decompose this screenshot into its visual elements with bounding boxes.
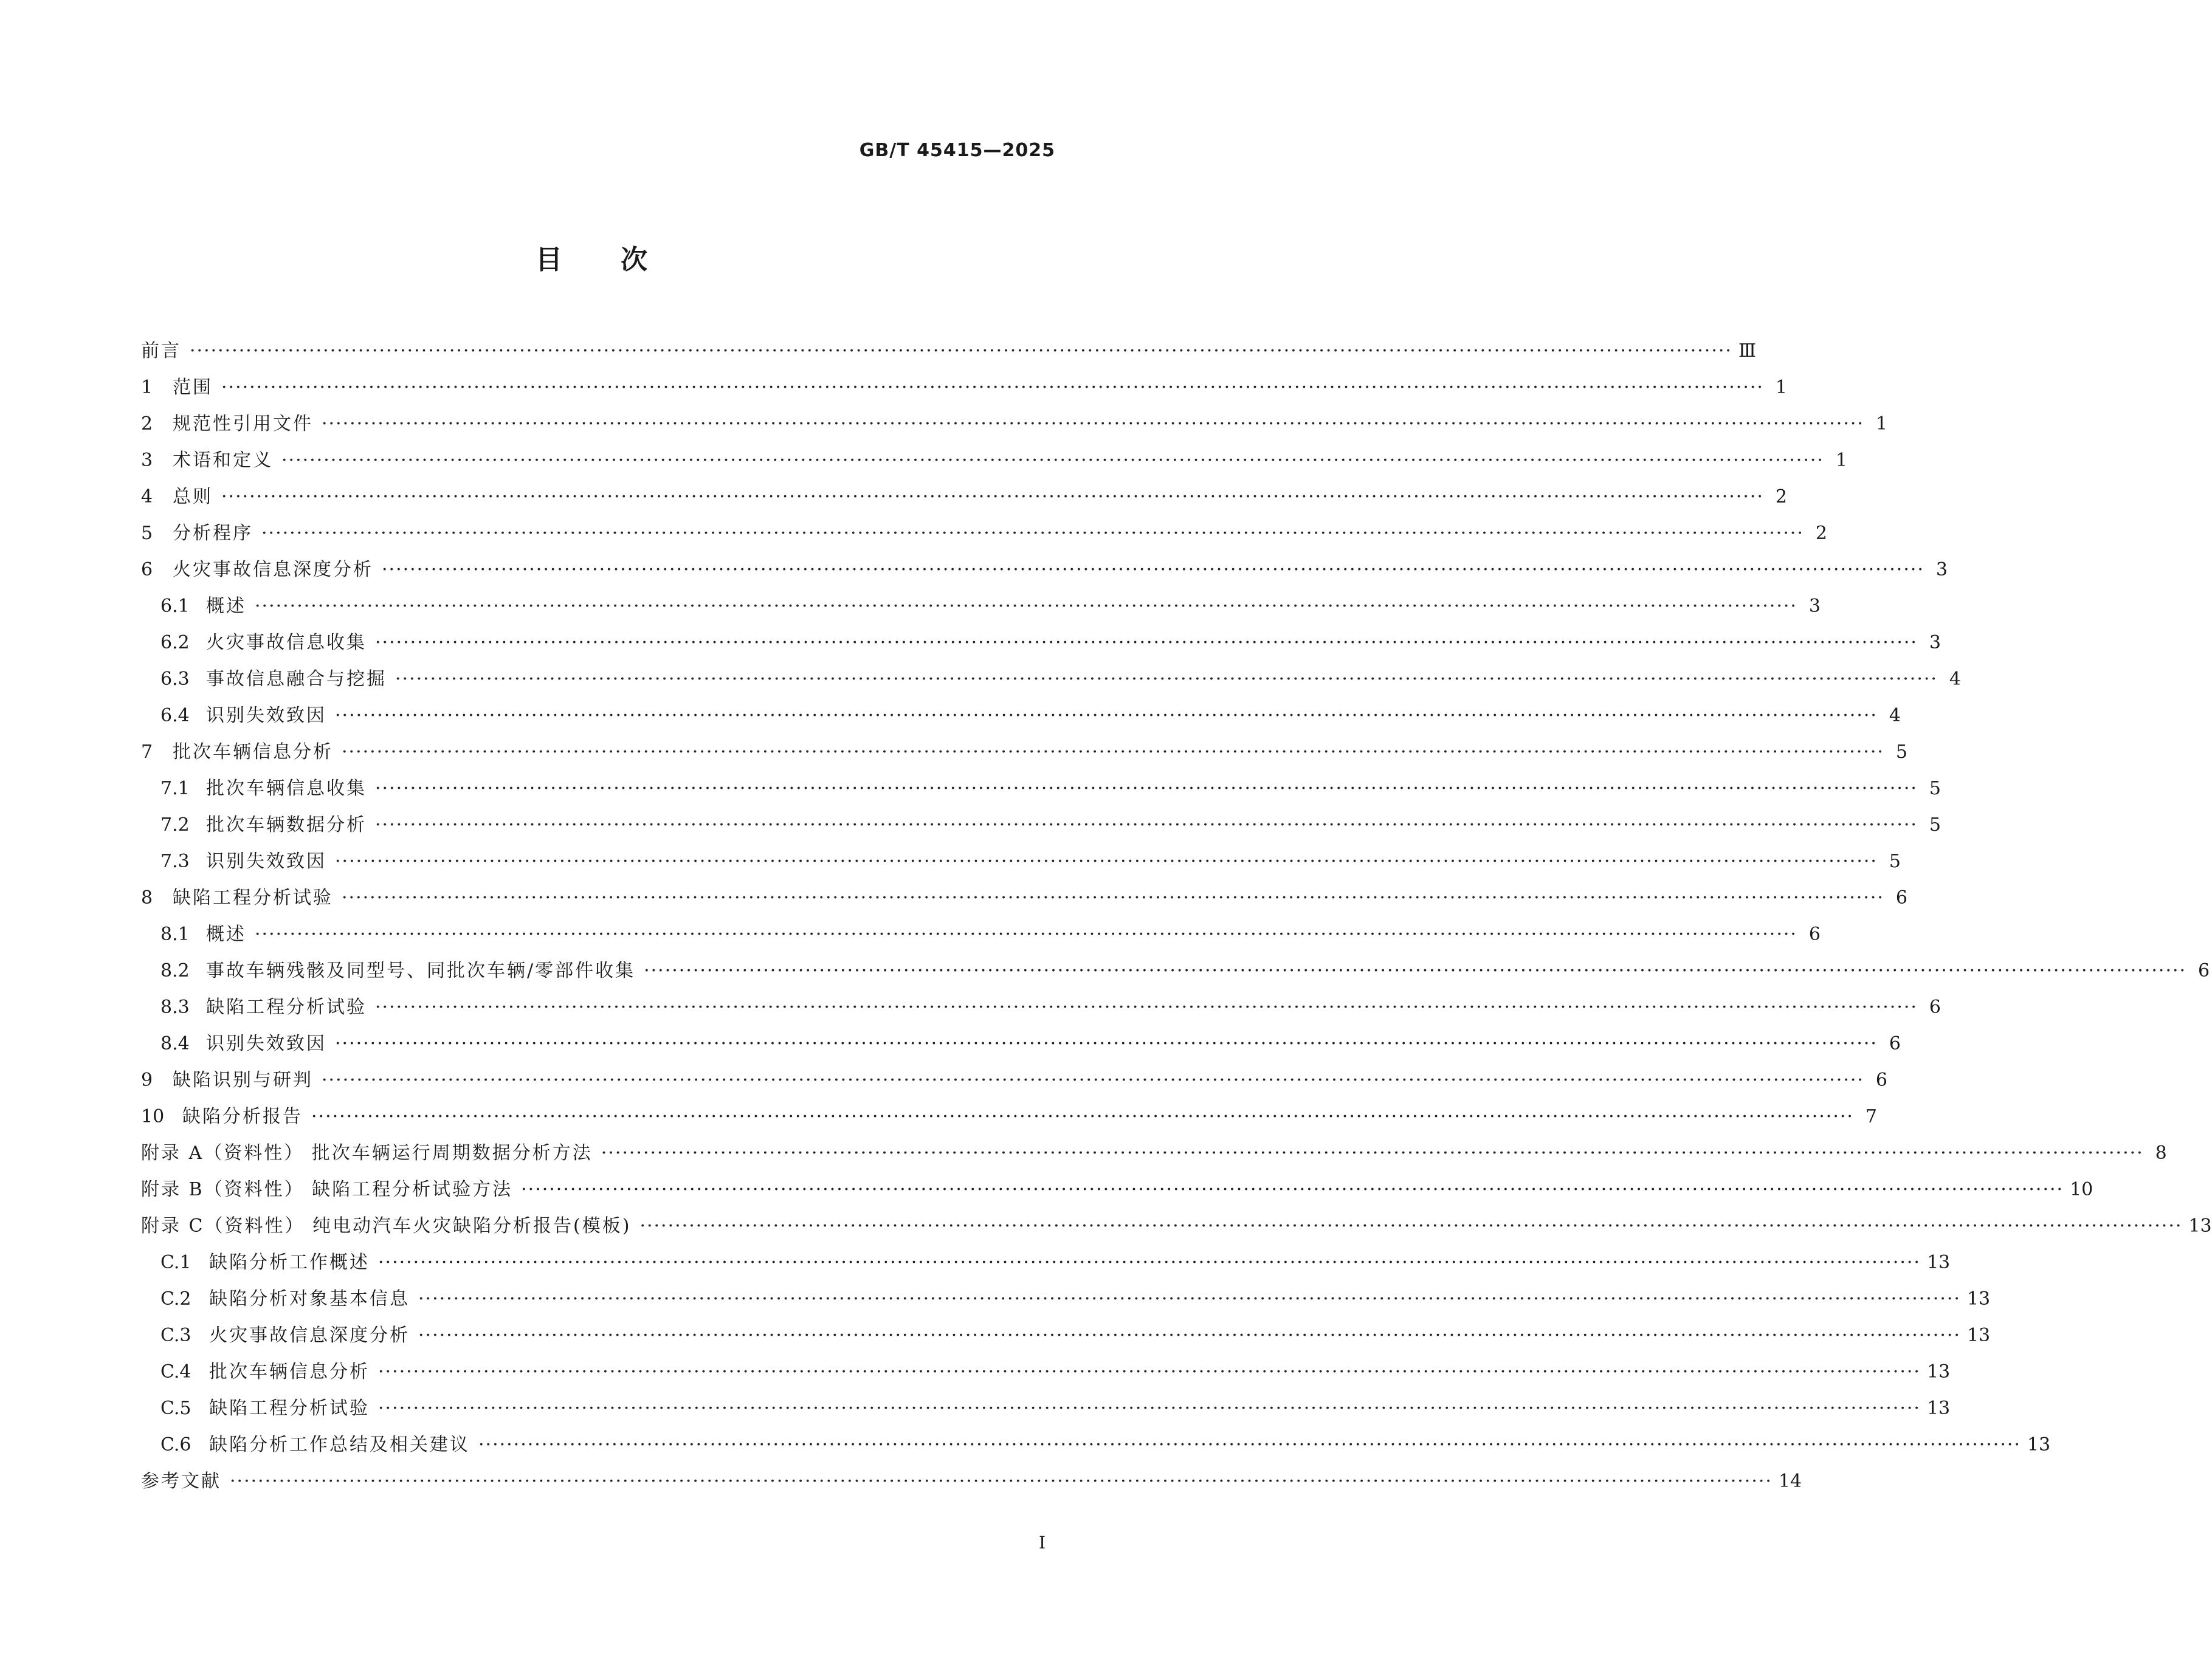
- toc-dot-leader: ····························································································································································································································: [639, 1215, 2183, 1237]
- toc-dot-leader: ····························································································································································································································: [378, 1252, 1921, 1273]
- toc-dot-leader: ····························································································································································································································: [335, 705, 1878, 726]
- toc-dot-leader: ····························································································································································································································: [418, 1325, 1961, 1346]
- toc-entry-label: 总则: [173, 486, 213, 507]
- title-part-1: 目: [536, 244, 562, 275]
- toc-entry[interactable]: [141, 953, 2210, 989]
- toc-entry-label: 前言: [141, 340, 181, 362]
- toc-entry-label: 术语和定义: [173, 450, 273, 471]
- toc-entry[interactable]: [141, 479, 1787, 515]
- toc-entry-label: 缺陷识别与研判: [173, 1070, 313, 1091]
- toc-entry-page: 13: [2027, 1434, 2051, 1455]
- toc-entry-number: C.6: [160, 1434, 191, 1455]
- toc-entry[interactable]: [141, 1317, 1991, 1354]
- toc-entry[interactable]: [141, 406, 1887, 442]
- toc-entry-page: 4: [1949, 668, 1961, 690]
- toc-entry-page: 2: [1815, 523, 1827, 544]
- toc-entry[interactable]: [141, 1245, 1951, 1281]
- toc-entry-page: 10: [2070, 1179, 2093, 1200]
- toc-entry-page: 6: [1889, 1033, 1901, 1054]
- toc-entry-number: 7.1: [160, 778, 190, 799]
- toc-entry-number: 4: [141, 486, 153, 507]
- toc-entry-label: 事故信息融合与挖掘: [206, 668, 387, 690]
- toc-entry[interactable]: [141, 1427, 2051, 1463]
- toc-entry-page: 5: [1895, 741, 1907, 763]
- toc-entry-page: 5: [1929, 814, 1941, 836]
- toc-entry[interactable]: [141, 1099, 1877, 1135]
- toc-entry[interactable]: [141, 588, 1821, 625]
- toc-entry-label: 附录 B（资料性） 缺陷工程分析试验方法: [141, 1179, 513, 1200]
- toc-entry-number: 6.2: [160, 632, 190, 653]
- toc-entry[interactable]: [141, 333, 1756, 369]
- toc-entry[interactable]: [141, 1463, 1802, 1500]
- toc-entry-number: 7.3: [160, 851, 190, 872]
- toc-entry[interactable]: [141, 1281, 1991, 1317]
- toc-entry-number: C.1: [160, 1252, 191, 1273]
- toc-entry-number: C.3: [160, 1325, 191, 1346]
- toc-dot-leader: ····························································································································································································································: [644, 960, 2187, 981]
- toc-entry-label: 缺陷工程分析试验: [209, 1398, 370, 1419]
- toc-dot-leader: ····························································································································································································································: [382, 559, 1924, 580]
- toc-dot-leader: ····························································································································································································································: [221, 377, 1764, 398]
- toc-entry-page: 3: [1929, 632, 1941, 653]
- toc-entry-number: 6.3: [160, 668, 190, 690]
- toc-entry-label: 火灾事故信息收集: [206, 632, 367, 653]
- toc-entry[interactable]: [141, 698, 1901, 734]
- standard-code: GB/T 45415—2025: [859, 140, 1055, 161]
- toc-entry[interactable]: [141, 807, 1941, 843]
- toc-entry-page: 5: [1929, 778, 1941, 799]
- toc-entry-page: 13: [1926, 1252, 1951, 1273]
- toc-entry[interactable]: [141, 989, 1941, 1026]
- toc-entry-number: 8.3: [160, 997, 190, 1018]
- toc-dot-leader: ····························································································································································································································: [311, 1106, 1854, 1127]
- toc-entry-label: 附录 C（资料性） 纯电动汽车火灾缺陷分析报告(模板): [141, 1215, 632, 1237]
- toc-entry-number: 8: [141, 887, 153, 909]
- toc-entry-number: 1: [141, 377, 153, 398]
- toc-dot-leader: ····························································································································································································································: [418, 1288, 1961, 1310]
- toc-entry-number: C.2: [160, 1288, 191, 1310]
- toc-dot-leader: ····························································································································································································································: [375, 814, 1918, 836]
- toc-entry-label: 批次车辆信息分析: [209, 1361, 370, 1383]
- toc-entry-label: 概述: [206, 596, 246, 617]
- toc-dot-leader: ····························································································································································································································: [601, 1142, 2144, 1164]
- table-of-contents: [141, 333, 2212, 1500]
- toc-entry-label: 火灾事故信息深度分析: [173, 559, 373, 580]
- toc-entry-label: 缺陷工程分析试验: [173, 887, 333, 909]
- toc-entry-page: 13: [1966, 1288, 1991, 1310]
- toc-entry-label: 附录 A（资料性） 批次车辆运行周期数据分析方法: [141, 1142, 593, 1164]
- toc-entry[interactable]: [141, 552, 1948, 588]
- toc-dot-leader: ····························································································································································································································: [342, 887, 1884, 909]
- toc-entry-label: 缺陷工程分析试验: [206, 997, 367, 1018]
- toc-entry-label: 事故车辆残骸及同型号、同批次车辆/零部件收集: [206, 960, 636, 981]
- toc-entry-label: 批次车辆信息分析: [173, 741, 333, 763]
- toc-entry-label: 批次车辆信息收集: [206, 778, 367, 799]
- toc-entry-label: 概述: [206, 924, 246, 945]
- toc-dot-leader: ····························································································································································································································: [375, 778, 1918, 799]
- toc-dot-leader: ····························································································································································································································: [261, 523, 1804, 544]
- toc-entry[interactable]: [141, 442, 1847, 479]
- toc-entry-number: 3: [141, 450, 153, 471]
- toc-dot-leader: ····························································································································································································································: [342, 741, 1884, 763]
- toc-entry-page: Ⅲ: [1738, 340, 1756, 362]
- toc-dot-leader: ····························································································································································································································: [255, 596, 1797, 617]
- toc-entry[interactable]: [141, 880, 1907, 916]
- toc-dot-leader: ····························································································································································································································: [322, 1070, 1864, 1091]
- toc-entry-number: C.5: [160, 1398, 191, 1419]
- toc-entry-label: 识别失效致因: [206, 1033, 326, 1054]
- toc-dot-leader: ····························································································································································································································: [478, 1434, 2021, 1455]
- toc-entry-page: 13: [1926, 1361, 1951, 1383]
- toc-entry-page: 5: [1889, 851, 1901, 872]
- toc-entry-label: 识别失效致因: [206, 851, 326, 872]
- toc-entry-page: 7: [1865, 1106, 1877, 1127]
- page-title: [0, 242, 1183, 278]
- toc-entry-label: 参考文献: [141, 1471, 221, 1492]
- toc-dot-leader: ····························································································································································································································: [335, 851, 1878, 872]
- toc-entry-number: 6: [141, 559, 153, 580]
- toc-entry[interactable]: [141, 771, 1941, 807]
- toc-entry-page: 6: [2197, 960, 2210, 981]
- toc-dot-leader: ····························································································································································································································: [375, 997, 1918, 1018]
- toc-entry-label: 批次车辆数据分析: [206, 814, 367, 836]
- toc-entry-page: 3: [1935, 559, 1948, 580]
- toc-entry-number: 7: [141, 741, 153, 763]
- toc-entry-number: 10: [141, 1106, 165, 1127]
- toc-entry-number: 9: [141, 1070, 153, 1091]
- toc-dot-leader: ····························································································································································································································: [335, 1033, 1878, 1054]
- toc-entry-page: 3: [1808, 596, 1821, 617]
- toc-entry-page: 1: [1775, 377, 1787, 398]
- toc-entry-page: 1: [1835, 450, 1847, 471]
- toc-entry-page: 13: [2188, 1215, 2212, 1237]
- toc-entry-number: C.4: [160, 1361, 191, 1383]
- toc-dot-leader: ····························································································································································································································: [375, 632, 1918, 653]
- toc-entry[interactable]: [141, 369, 1787, 406]
- toc-entry[interactable]: [141, 1135, 2167, 1172]
- toc-dot-leader: ····························································································································································································································: [378, 1398, 1921, 1419]
- toc-entry-number: 8.2: [160, 960, 190, 981]
- toc-entry-page: 6: [1875, 1070, 1887, 1091]
- toc-entry-number: 8.4: [160, 1033, 190, 1054]
- toc-entry-number: 6.4: [160, 705, 190, 726]
- toc-dot-leader: ····························································································································································································································: [322, 413, 1864, 435]
- toc-dot-leader: ····························································································································································································································: [221, 486, 1764, 507]
- toc-dot-leader: ····························································································································································································································: [521, 1179, 2064, 1200]
- toc-entry-label: 缺陷分析报告: [182, 1106, 303, 1127]
- toc-entry[interactable]: [141, 916, 1821, 953]
- title-part-2: 次: [621, 244, 647, 275]
- toc-dot-leader: ····························································································································································································································: [395, 668, 1938, 690]
- toc-entry-page: 1: [1875, 413, 1887, 435]
- toc-entry-label: 缺陷分析对象基本信息: [209, 1288, 410, 1310]
- toc-entry[interactable]: [141, 734, 1907, 771]
- toc-entry[interactable]: [141, 1208, 2212, 1245]
- toc-entry-label: 分析程序: [173, 523, 253, 544]
- toc-entry-page: 6: [1808, 924, 1821, 945]
- toc-dot-leader: ····························································································································································································································: [190, 340, 1732, 362]
- toc-entry[interactable]: [141, 515, 1827, 552]
- toc-entry-number: 7.2: [160, 814, 190, 836]
- toc-entry[interactable]: [141, 1354, 1951, 1390]
- toc-entry-number: 5: [141, 523, 153, 544]
- toc-entry-page: 8: [2155, 1142, 2167, 1164]
- toc-entry-page: 13: [1926, 1398, 1951, 1419]
- toc-entry-page: 14: [1778, 1471, 1802, 1492]
- toc-entry-label: 火灾事故信息深度分析: [209, 1325, 410, 1346]
- toc-entry-label: 范围: [173, 377, 213, 398]
- toc-entry-page: 6: [1929, 997, 1941, 1018]
- toc-entry[interactable]: [141, 1172, 2093, 1208]
- toc-entry-label: 识别失效致因: [206, 705, 326, 726]
- toc-dot-leader: ····························································································································································································································: [255, 924, 1797, 945]
- toc-entry[interactable]: [141, 625, 1941, 661]
- toc-dot-leader: ····························································································································································································································: [281, 450, 1824, 471]
- toc-entry[interactable]: [141, 1026, 1901, 1062]
- toc-entry[interactable]: [141, 1390, 1951, 1427]
- toc-entry-page: 2: [1775, 486, 1787, 507]
- toc-entry[interactable]: [141, 843, 1901, 880]
- toc-entry-number: 2: [141, 413, 153, 435]
- toc-entry-label: 缺陷分析工作总结及相关建议: [209, 1434, 470, 1455]
- footer-page-number: I: [1038, 1533, 1046, 1553]
- toc-entry-number: 8.1: [160, 924, 190, 945]
- toc-dot-leader: ····························································································································································································································: [378, 1361, 1921, 1383]
- toc-entry-label: 缺陷分析工作概述: [209, 1252, 370, 1273]
- toc-entry-page: 4: [1889, 705, 1901, 726]
- toc-entry-number: 6.1: [160, 596, 190, 617]
- toc-entry-page: 13: [1966, 1325, 1991, 1346]
- toc-entry-page: 6: [1895, 887, 1907, 909]
- toc-dot-leader: ····························································································································································································································: [230, 1471, 1773, 1492]
- toc-entry-label: 规范性引用文件: [173, 413, 313, 435]
- toc-entry[interactable]: [141, 661, 1961, 698]
- toc-entry[interactable]: [141, 1062, 1887, 1099]
